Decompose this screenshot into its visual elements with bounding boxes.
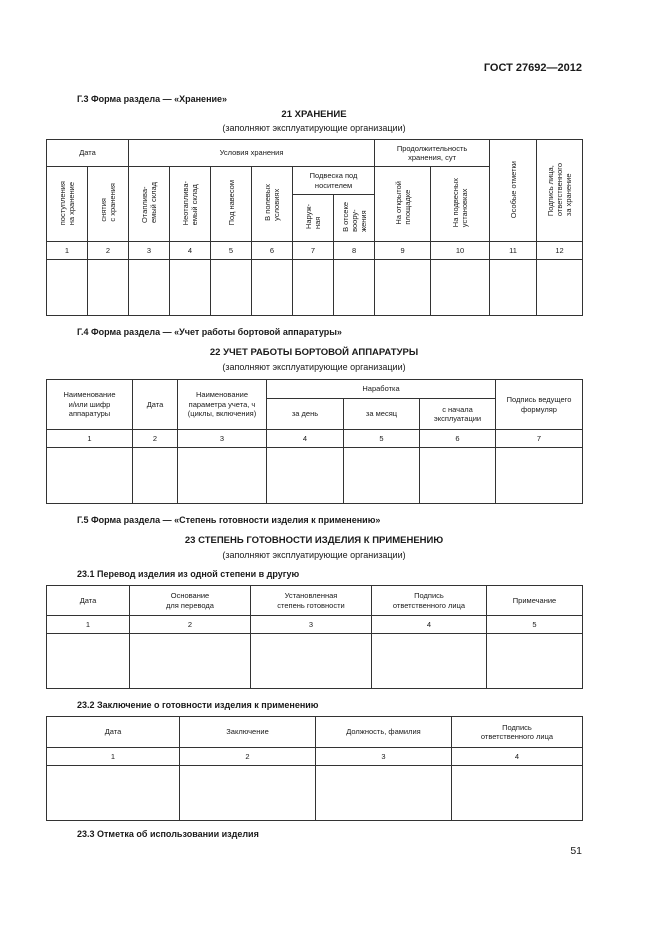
- table-subtitle-equipment: (заполняют эксплуатирующие организации): [222, 362, 406, 372]
- section-heading-g4: Г.4 Форма раздела — «Учет работы бортовой аппаратуры»: [77, 327, 342, 337]
- col-number: 3: [129, 242, 170, 260]
- table-cell[interactable]: [487, 634, 583, 689]
- col-number: 7: [293, 242, 334, 260]
- table-cell[interactable]: [133, 448, 178, 504]
- table-cell[interactable]: [420, 448, 496, 504]
- col-heated-warehouse: Отаплива- емый склад: [129, 167, 170, 242]
- header-equipment-name: Наименование и/или шифр аппаратуры: [47, 380, 133, 430]
- page-number: 51: [570, 845, 582, 857]
- table-cell[interactable]: [490, 260, 537, 316]
- table-cell[interactable]: [496, 448, 583, 504]
- table-cell[interactable]: [251, 634, 372, 689]
- col-removal-date: снятия с хранения: [88, 167, 129, 242]
- table-cell[interactable]: [180, 766, 316, 821]
- col-number: 4: [170, 242, 211, 260]
- table-cell[interactable]: [47, 448, 133, 504]
- col-number: 1: [47, 242, 88, 260]
- col-number: 3: [251, 616, 372, 634]
- col-field-conditions: В полевых условиях: [252, 167, 293, 242]
- table-cell[interactable]: [452, 766, 583, 821]
- col-number: 4: [267, 430, 344, 448]
- header-date: Дата: [47, 586, 130, 616]
- subsection-232: 23.2 Заключение о готовности изделия к применению: [77, 700, 319, 710]
- table-cell[interactable]: [267, 448, 344, 504]
- header-date: Дата: [47, 140, 129, 167]
- readiness-transfer-table: [46, 585, 583, 689]
- table-row: [47, 448, 583, 504]
- section-heading-g3: Г.3 Форма раздела — «Хранение»: [77, 94, 228, 104]
- col-open-site: На открытой площадке: [375, 167, 431, 242]
- col-number: 3: [316, 748, 452, 766]
- header-date: Дата: [47, 717, 180, 748]
- header-note: Примечание: [487, 586, 583, 616]
- col-number: 4: [372, 616, 487, 634]
- header-responsible-signature: Подпись ответственного лица: [372, 586, 487, 616]
- header-responsible-signature: Подпись лица, ответственного за хранение: [537, 140, 583, 242]
- table-cell[interactable]: [293, 260, 334, 316]
- col-number: 2: [130, 616, 251, 634]
- table-title-equipment: 22 УЧЕТ РАБОТЫ БОРТОВОЙ АППАРАТУРЫ: [209, 347, 419, 358]
- table-cell[interactable]: [375, 260, 431, 316]
- readiness-conclusion-table: [46, 716, 583, 821]
- col-number: 8: [334, 242, 375, 260]
- header-position-name: Должность, фамилия: [316, 717, 452, 748]
- table-cell[interactable]: [316, 766, 452, 821]
- col-number: 2: [133, 430, 178, 448]
- equipment-table: [46, 379, 583, 504]
- col-weapon-bay: В отсеке воору- жения: [334, 195, 375, 242]
- header-responsible-signature: Подпись ответственного лица: [452, 717, 583, 748]
- table-cell[interactable]: [537, 260, 583, 316]
- col-number: 5: [487, 616, 583, 634]
- document-id: ГОСТ 27692—2012: [483, 62, 582, 74]
- header-since-start: с начала эксплуатации: [420, 399, 496, 430]
- storage-table: [46, 139, 583, 316]
- header-storage-duration: Продолжительность хранения, сут: [375, 140, 490, 167]
- table-row: [47, 634, 583, 689]
- header-set-readiness: Установленная степень готовности: [251, 586, 372, 616]
- col-number: 12: [537, 242, 583, 260]
- table-row: [47, 260, 583, 316]
- table-cell[interactable]: [47, 766, 180, 821]
- table-cell[interactable]: [334, 260, 375, 316]
- col-number: 3: [178, 430, 267, 448]
- col-number: 11: [490, 242, 537, 260]
- header-transfer-basis: Основание для перевода: [130, 586, 251, 616]
- col-number: 5: [211, 242, 252, 260]
- header-form-keeper-signature: Подпись ведущего формуляр: [496, 380, 583, 430]
- col-receipt-date: поступления на хранение: [47, 167, 88, 242]
- table-title-storage: 21 ХРАНЕНИЕ: [281, 109, 347, 120]
- table-subtitle-storage: (заполняют эксплуатирующие организации): [222, 123, 406, 133]
- header-special-notes: Особые отметки: [490, 140, 537, 242]
- table-cell[interactable]: [129, 260, 170, 316]
- table-cell[interactable]: [88, 260, 129, 316]
- table-cell[interactable]: [252, 260, 293, 316]
- col-number: 7: [496, 430, 583, 448]
- col-number: 10: [431, 242, 490, 260]
- table-cell[interactable]: [130, 634, 251, 689]
- col-unheated-warehouse: Неотаплива- емый склад: [170, 167, 211, 242]
- column-numbers-row: [47, 242, 583, 260]
- column-numbers-row: [47, 616, 583, 634]
- header-carrier-suspension: Подвеска под носителем: [293, 167, 375, 195]
- column-numbers-row: [47, 748, 583, 766]
- table-cell[interactable]: [372, 634, 487, 689]
- header-runtime: Наработка: [267, 380, 496, 399]
- table-cell[interactable]: [170, 260, 211, 316]
- col-number: 6: [252, 242, 293, 260]
- col-number: 1: [47, 430, 133, 448]
- col-number: 4: [452, 748, 583, 766]
- table-cell[interactable]: [47, 634, 130, 689]
- subsection-231: 23.1 Перевод изделия из одной степени в другую: [77, 569, 300, 579]
- table-row: [47, 766, 583, 821]
- table-cell[interactable]: [47, 260, 88, 316]
- col-number: 5: [344, 430, 420, 448]
- col-number: 2: [88, 242, 129, 260]
- header-conclusion: Заключение: [180, 717, 316, 748]
- table-subtitle-readiness: (заполняют эксплуатирующие организации): [222, 550, 406, 560]
- col-number: 1: [47, 616, 130, 634]
- header-date: Дата: [133, 380, 178, 430]
- col-under-shed: Под навесом: [211, 167, 252, 242]
- table-cell[interactable]: [344, 448, 420, 504]
- section-heading-g5: Г.5 Форма раздела — «Степень готовности изделия к применению»: [77, 515, 381, 525]
- header-parameter-name: Наименование параметра учета, ч (циклы, включения): [178, 380, 267, 430]
- header-per-day: за день: [267, 399, 344, 430]
- table-title-readiness: 23 СТЕПЕНЬ ГОТОВНОСТИ ИЗДЕЛИЯ К ПРИМЕНЕНИЮ: [184, 535, 444, 546]
- col-number: 1: [47, 748, 180, 766]
- column-numbers-row: [47, 430, 583, 448]
- header-per-month: за месяц: [344, 399, 420, 430]
- header-storage-conditions: Условия хранения: [129, 140, 375, 167]
- col-number: 9: [375, 242, 431, 260]
- col-number: 2: [180, 748, 316, 766]
- col-number: 6: [420, 430, 496, 448]
- table-cell[interactable]: [431, 260, 490, 316]
- col-suspension-mounts: На подвесных установках: [431, 167, 490, 242]
- col-external: Наруж- ная: [293, 195, 334, 242]
- subsection-233: 23.3 Отметка об использовании изделия: [77, 829, 259, 839]
- table-cell[interactable]: [211, 260, 252, 316]
- table-cell[interactable]: [178, 448, 267, 504]
